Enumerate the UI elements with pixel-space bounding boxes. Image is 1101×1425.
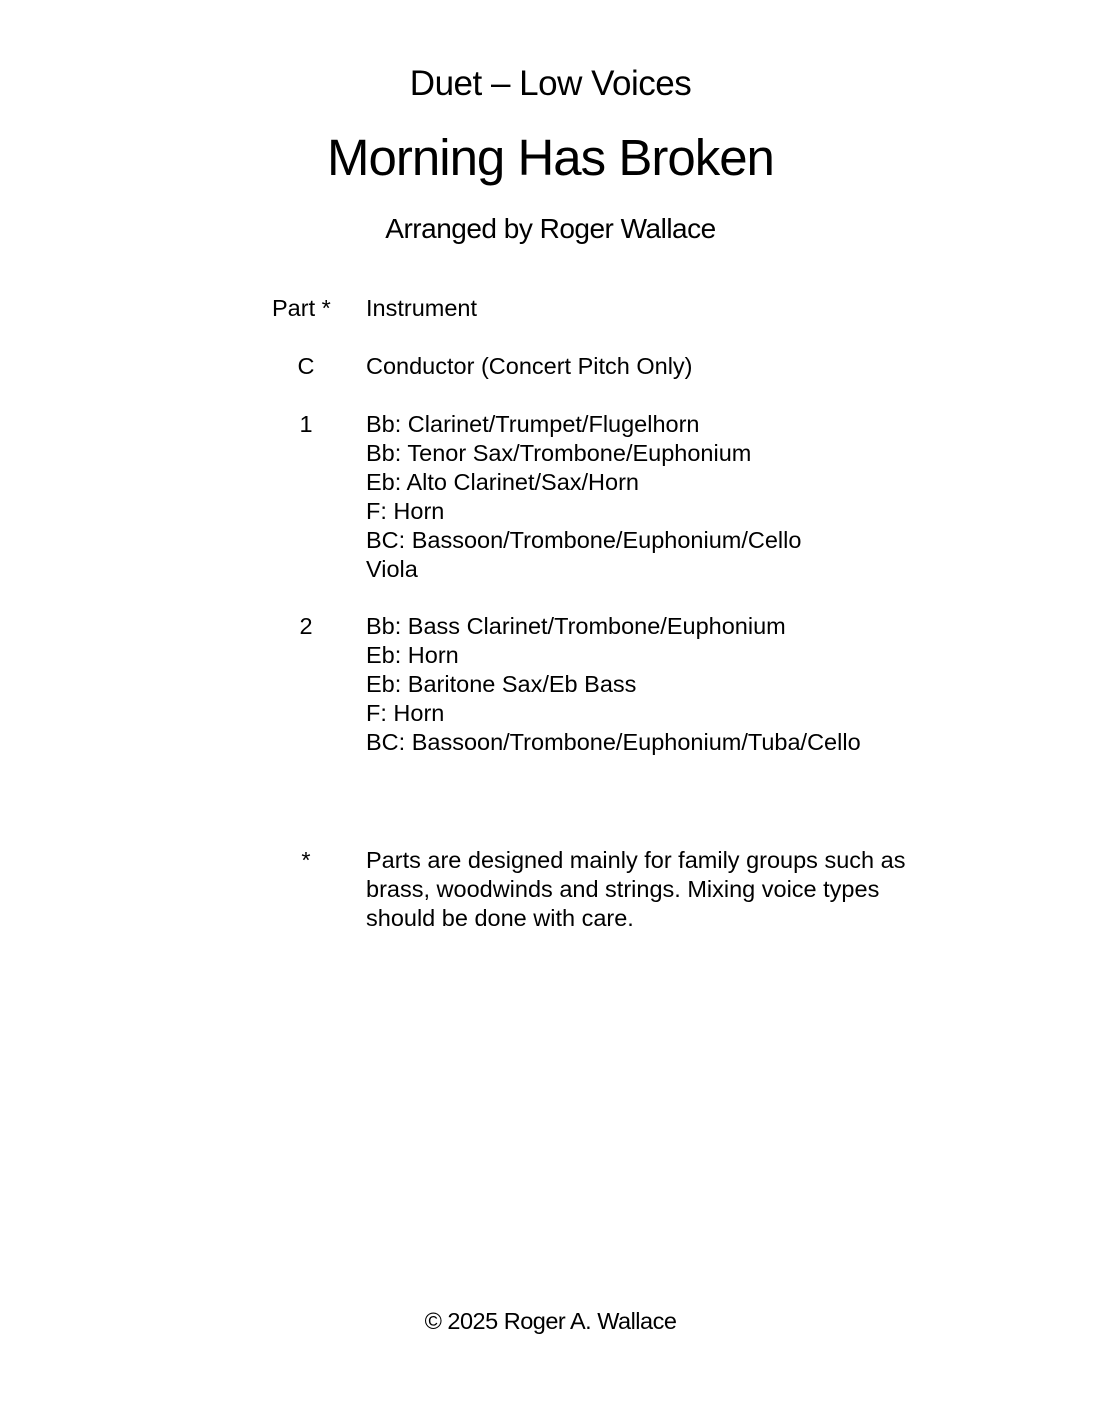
instrument-list xyxy=(366,410,966,584)
instrument-list xyxy=(366,352,966,381)
piece-title: Morning Has Broken xyxy=(327,129,774,186)
instrument-item: Viola xyxy=(366,556,418,582)
footnote-marker: * xyxy=(301,847,311,873)
instrument-item: Eb: Alto Clarinet/Sax/Horn xyxy=(366,469,639,495)
footnote-line: brass, woodwinds and strings. Mixing voice types xyxy=(366,876,880,902)
instrument-item: Bb: Clarinet/Trumpet/Flugelhorn xyxy=(366,411,700,437)
part-column-label: Part * xyxy=(272,295,331,321)
instrument-item: Eb: Horn xyxy=(366,642,459,668)
instrument-item: BC: Bassoon/Trombone/Euphonium/Tuba/Cello xyxy=(366,729,861,755)
part-number: 2 xyxy=(299,613,313,639)
instrument-item: BC: Bassoon/Trombone/Euphonium/Cello xyxy=(366,527,802,553)
arranger-credit: Arranged by Roger Wallace xyxy=(385,213,716,244)
instrument-column-label xyxy=(366,294,966,323)
instrument-list xyxy=(366,612,966,757)
copyright-notice: © 2025 Roger A. Wallace xyxy=(424,1308,677,1334)
footnote-line: Parts are designed mainly for family groups such as xyxy=(366,847,906,873)
instrument-item: Bb: Tenor Sax/Trombone/Euphonium xyxy=(366,440,752,466)
instrument-item: Bb: Bass Clarinet/Trombone/Euphonium xyxy=(366,613,786,639)
footnote-text xyxy=(366,846,946,933)
instrument-item: F: Horn xyxy=(366,498,445,524)
instrument-item: Conductor (Concert Pitch Only) xyxy=(366,353,693,379)
footnote-line: should be done with care. xyxy=(366,905,634,931)
instrument-item: Eb: Baritone Sax/Eb Bass xyxy=(366,671,637,697)
instrument-item: F: Horn xyxy=(366,700,445,726)
part-number: 1 xyxy=(299,411,313,437)
part-number: C xyxy=(297,353,315,379)
instrument-column-label-text: Instrument xyxy=(366,295,478,321)
ensemble-subtitle: Duet – Low Voices xyxy=(409,64,692,103)
